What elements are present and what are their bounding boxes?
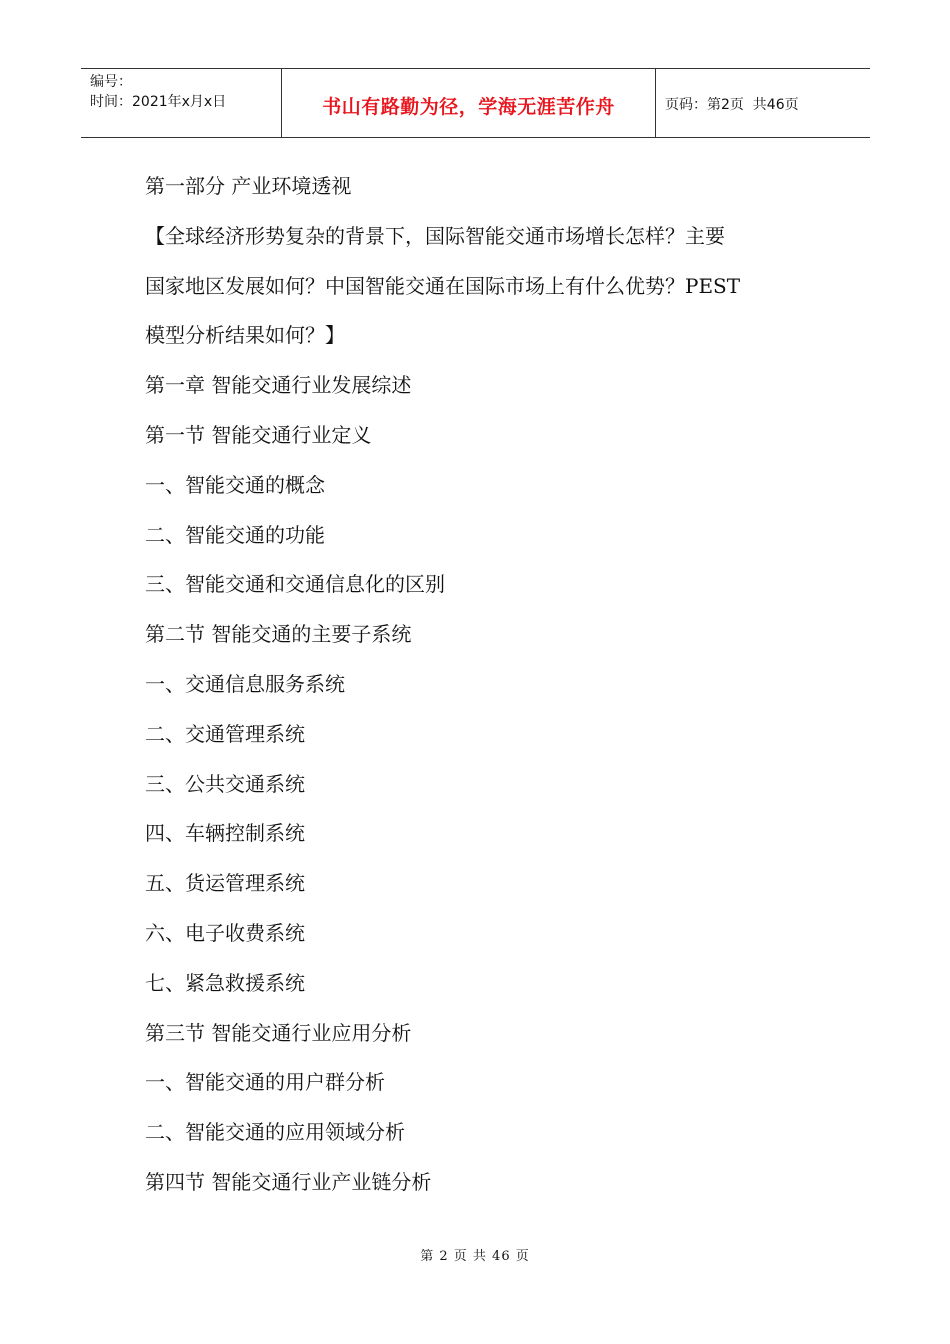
subsection-item: 一、交通信息服务系统 [145, 671, 345, 696]
section-title: 第一节 智能交通行业定义 [145, 422, 372, 447]
subsection-item: 四、车辆控制系统 [145, 821, 305, 846]
page-header [81, 68, 870, 138]
chapter-title: 第一章 智能交通行业发展综述 [145, 373, 412, 398]
header-page-cell [656, 69, 870, 137]
subsection-item: 七、紧急救援系统 [145, 970, 305, 995]
subsection-item: 五、货运管理系统 [145, 871, 305, 896]
header-motto-cell [282, 69, 656, 137]
intro-paragraph-line: 【全球经济形势复杂的背景下，国际智能交通市场增长怎样？主要 [145, 223, 725, 248]
section-part-title: 第一部分 产业环境透视 [145, 174, 352, 198]
document-body [145, 166, 815, 1212]
subsection-item: 三、智能交通和交通信息化的区别 [145, 572, 445, 597]
subsection-item: 一、智能交通的用户群分析 [145, 1070, 385, 1095]
motto-text: 书山有路勤为径，学海无涯苦作舟 [322, 95, 615, 118]
subsection-item: 二、智能交通的功能 [145, 522, 325, 547]
section-title: 第三节 智能交通行业应用分析 [145, 1020, 412, 1045]
date-label: 时间：2021年x月x日 [90, 94, 227, 110]
intro-paragraph-line: 模型分析结果如何？】 [145, 323, 345, 348]
subsection-item: 二、智能交通的应用领域分析 [145, 1120, 405, 1145]
subsection-item: 六、电子收费系统 [145, 920, 305, 945]
subsection-item: 一、智能交通的概念 [145, 472, 325, 497]
code-label: 编号： [90, 74, 132, 90]
page-info: 页码：第2页 共46页 [665, 97, 799, 113]
intro-paragraph-line: 国家地区发展如何？中国智能交通在国际市场上有什么优势？PEST [145, 273, 741, 298]
page-footer: 第 2 页 共 46 页 [420, 1249, 530, 1264]
subsection-item: 二、交通管理系统 [145, 721, 305, 746]
header-meta-cell [81, 69, 282, 137]
subsection-item: 三、公共交通系统 [145, 771, 305, 796]
section-title: 第四节 智能交通行业产业链分析 [145, 1169, 432, 1194]
section-title: 第二节 智能交通的主要子系统 [145, 622, 412, 647]
